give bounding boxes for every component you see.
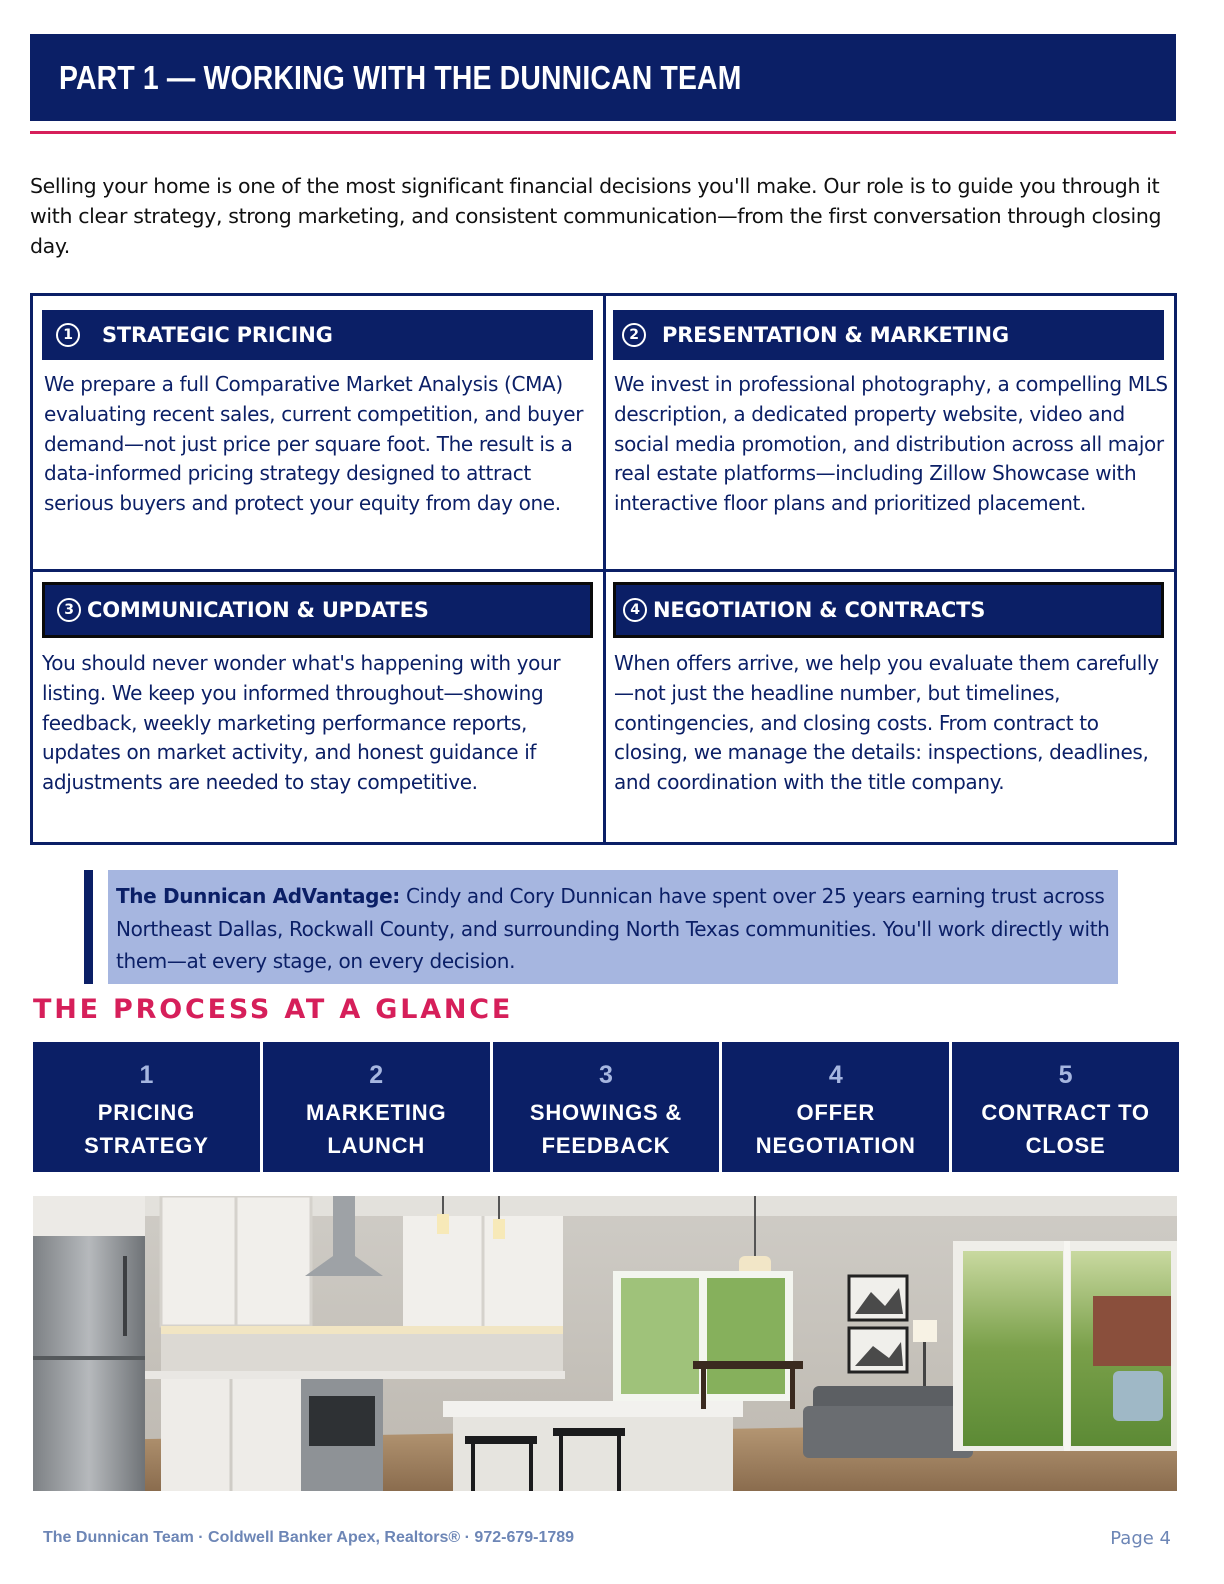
intro-paragraph: Selling your home is one of the most significant financial decisions you'll make. Our role is to guide you through it with clear strategy, strong marketing, and consistent communication—from the first conversation through closing day.	[30, 174, 1162, 258]
kitchen-living-room-photo	[33, 1196, 1177, 1491]
card-header-negotiation-contracts	[613, 582, 1164, 638]
card-title: COMMUNICATION & UPDATES	[87, 598, 429, 622]
number-badge: 4	[623, 598, 647, 622]
process-step	[263, 1042, 493, 1172]
process-step	[33, 1042, 263, 1172]
services-grid	[30, 293, 1177, 845]
step-number: 4	[828, 1061, 843, 1089]
process-step	[493, 1042, 723, 1172]
number-badge: 3	[57, 598, 81, 622]
header-divider	[30, 131, 1176, 134]
step-number: 1	[139, 1061, 154, 1089]
process-title: THE PROCESS AT A GLANCE	[33, 994, 514, 1025]
advantage-accent-bar	[84, 870, 93, 984]
advantage-label: The Dunnican AdVantage:	[116, 884, 400, 908]
number-badge: 2	[622, 323, 646, 347]
number-badge: 1	[56, 323, 80, 347]
process-step	[722, 1042, 952, 1172]
step-number: 2	[369, 1061, 384, 1089]
step-label: MARKETING LAUNCH	[305, 1100, 447, 1158]
grid-horizontal-divider	[33, 569, 1174, 572]
step-number: 3	[599, 1061, 613, 1089]
step-label: PRICING STRATEGY	[84, 1100, 209, 1158]
card-body-communication-updates: You should never wonder what's happening with your listing. We keep you informed throughout—showing feedback, weekly marketing performance reports, updates on market activity, and honest guidance if adjustments are needed to stay competitive.	[42, 651, 561, 795]
card-header-presentation-marketing	[613, 310, 1164, 360]
card-title: NEGOTIATION & CONTRACTS	[653, 598, 986, 622]
step-label: SHOWINGS & FEEDBACK	[529, 1100, 683, 1158]
footer-contact: The Dunnican Team · Coldwell Banker Apex, Realtors® · 972-679-1789	[43, 1529, 575, 1546]
page-title: PART 1 — WORKING WITH THE DUNNICAN TEAM	[59, 59, 742, 96]
step-label: OFFER NEGOTIATION	[755, 1100, 916, 1158]
advantage-text: Cindy and Cory Dunnican have spent over 25 years earning trust across Northeast Dallas, Rockwall County, and surrounding North Texas communities. You'll work directly with them—at every stage, on every decision.	[116, 884, 1110, 973]
card-header-strategic-pricing	[42, 310, 593, 360]
card-body-negotiation-contracts: When offers arrive, we help you evaluate them carefully—not just the headline number, but timelines, contingencies, and closing costs. From contract to closing, we manage the details: inspections, deadlines, and coordination with the title company.	[614, 651, 1159, 795]
page-number: Page 4	[1110, 1528, 1171, 1549]
card-header-communication-updates	[42, 582, 593, 638]
advantage-callout	[108, 870, 1118, 984]
card-body-strategic-pricing: We prepare a full Comparative Market Analysis (CMA) evaluating recent sales, current competition, and buyer demand—not just price per square foot. The result is a data-informed pricing strategy designed to attract serious buyers and protect your equity from day one.	[44, 372, 584, 516]
card-title: STRATEGIC PRICING	[102, 323, 333, 347]
step-label: CONTRACT TO CLOSE	[981, 1100, 1150, 1158]
page-header	[30, 34, 1176, 121]
process-step	[952, 1042, 1179, 1172]
card-title: PRESENTATION & MARKETING	[662, 323, 1009, 347]
process-steps	[33, 1042, 1179, 1172]
step-number: 5	[1058, 1061, 1073, 1089]
card-body-presentation-marketing: We invest in professional photography, a compelling MLS description, a dedicated property website, video and social media promotion, and distribution across all major real estate platforms—including Zillow Showcase with interactive floor plans and prioritized placement.	[614, 372, 1168, 516]
